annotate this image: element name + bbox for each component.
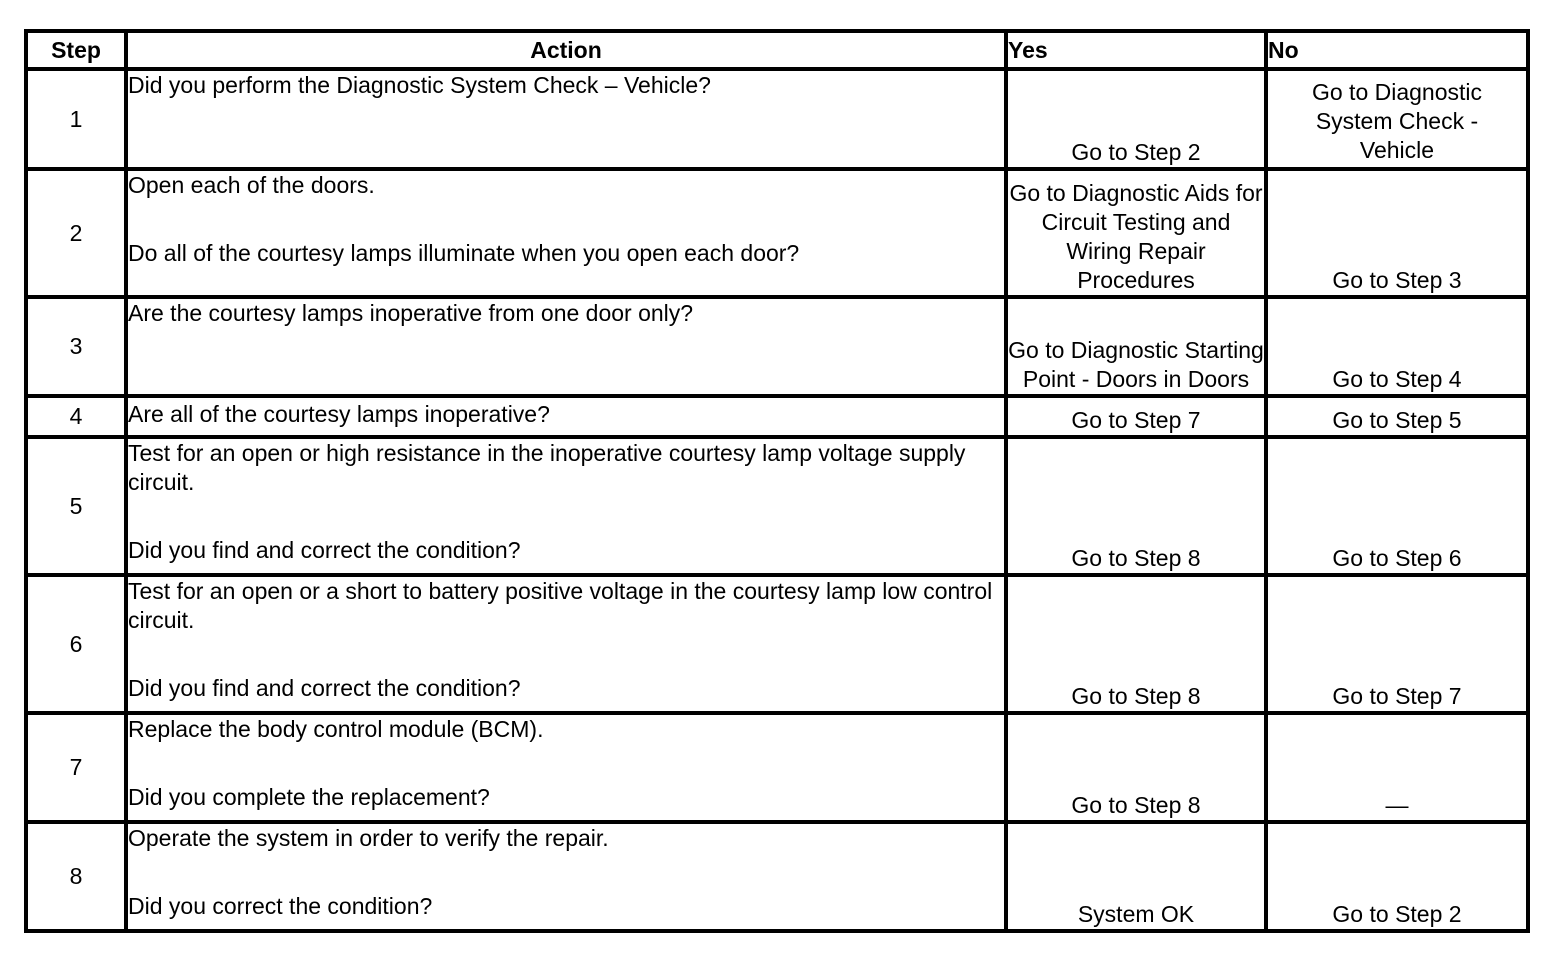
header-step: Step: [26, 31, 126, 69]
question-text: Did you find and correct the condition?: [128, 537, 521, 563]
table-row: [26, 713, 1528, 822]
yes-cell: Go to Step 8: [1006, 713, 1266, 822]
no-cell: Go to Step 3: [1266, 169, 1528, 297]
question-text: Did you correct the condition?: [128, 893, 433, 919]
table-row: [26, 822, 1528, 931]
header-no: No: [1266, 31, 1528, 69]
step-number: 2: [26, 169, 126, 297]
step-number: 4: [26, 396, 126, 437]
no-cell: Go to Step 2: [1266, 822, 1528, 931]
action-cell: [126, 713, 1006, 822]
no-cell: Go to Step 4: [1266, 297, 1528, 396]
action-text: Open each of the doors.: [128, 172, 375, 198]
step-number: 6: [26, 575, 126, 713]
question-text: Do all of the courtesy lamps illuminate when you open each door?: [128, 240, 800, 266]
header-yes: Yes: [1006, 31, 1266, 69]
no-cell: —: [1266, 713, 1528, 822]
no-cell: Go to Diagnostic System Check - Vehicle: [1266, 69, 1528, 169]
action-cell: [126, 169, 1006, 297]
no-cell: Go to Step 7: [1266, 575, 1528, 713]
yes-cell: Go to Step 8: [1006, 575, 1266, 713]
action-cell: [126, 437, 1006, 575]
step-number: 1: [26, 69, 126, 169]
table-row: [26, 169, 1528, 297]
action-cell: [126, 822, 1006, 931]
action-text: Operate the system in order to verify the repair.: [128, 825, 609, 851]
step-number: 7: [26, 713, 126, 822]
no-cell: Go to Step 6: [1266, 437, 1528, 575]
table-row: [26, 437, 1528, 575]
action-cell: [126, 69, 1006, 169]
action-text: Are all of the courtesy lamps inoperative?: [128, 401, 550, 427]
action-cell: [126, 575, 1006, 713]
yes-cell: System OK: [1006, 822, 1266, 931]
table-row: [26, 297, 1528, 396]
yes-cell: Go to Step 2: [1006, 69, 1266, 169]
action-text: Replace the body control module (BCM).: [128, 716, 544, 742]
table-row: [26, 575, 1528, 713]
yes-cell: Go to Step 8: [1006, 437, 1266, 575]
no-cell: Go to Step 5: [1266, 396, 1528, 437]
question-text: Did you complete the replacement?: [128, 784, 490, 810]
action-text: Did you perform the Diagnostic System Check – Vehicle?: [128, 72, 711, 98]
header-row: [26, 31, 1528, 69]
action-cell: [126, 396, 1006, 437]
step-number: 8: [26, 822, 126, 931]
action-cell: [126, 297, 1006, 396]
step-number: 5: [26, 437, 126, 575]
yes-cell: Go to Diagnostic Aids for Circuit Testing and Wiring Repair Procedures: [1006, 169, 1266, 297]
diagnostic-table: [24, 29, 1530, 933]
step-number: 3: [26, 297, 126, 396]
action-text: Test for an open or high resistance in the inoperative courtesy lamp voltage supply circuit.: [128, 440, 966, 495]
action-text: Test for an open or a short to battery positive voltage in the courtesy lamp low control circuit.: [128, 578, 993, 633]
table-row: [26, 396, 1528, 437]
header-action: Action: [126, 31, 1006, 69]
table-row: [26, 69, 1528, 169]
question-text: Did you find and correct the condition?: [128, 675, 521, 701]
yes-cell: Go to Step 7: [1006, 396, 1266, 437]
yes-cell: Go to Diagnostic Starting Point - Doors in Doors: [1006, 297, 1266, 396]
action-text: Are the courtesy lamps inoperative from one door only?: [128, 300, 694, 326]
